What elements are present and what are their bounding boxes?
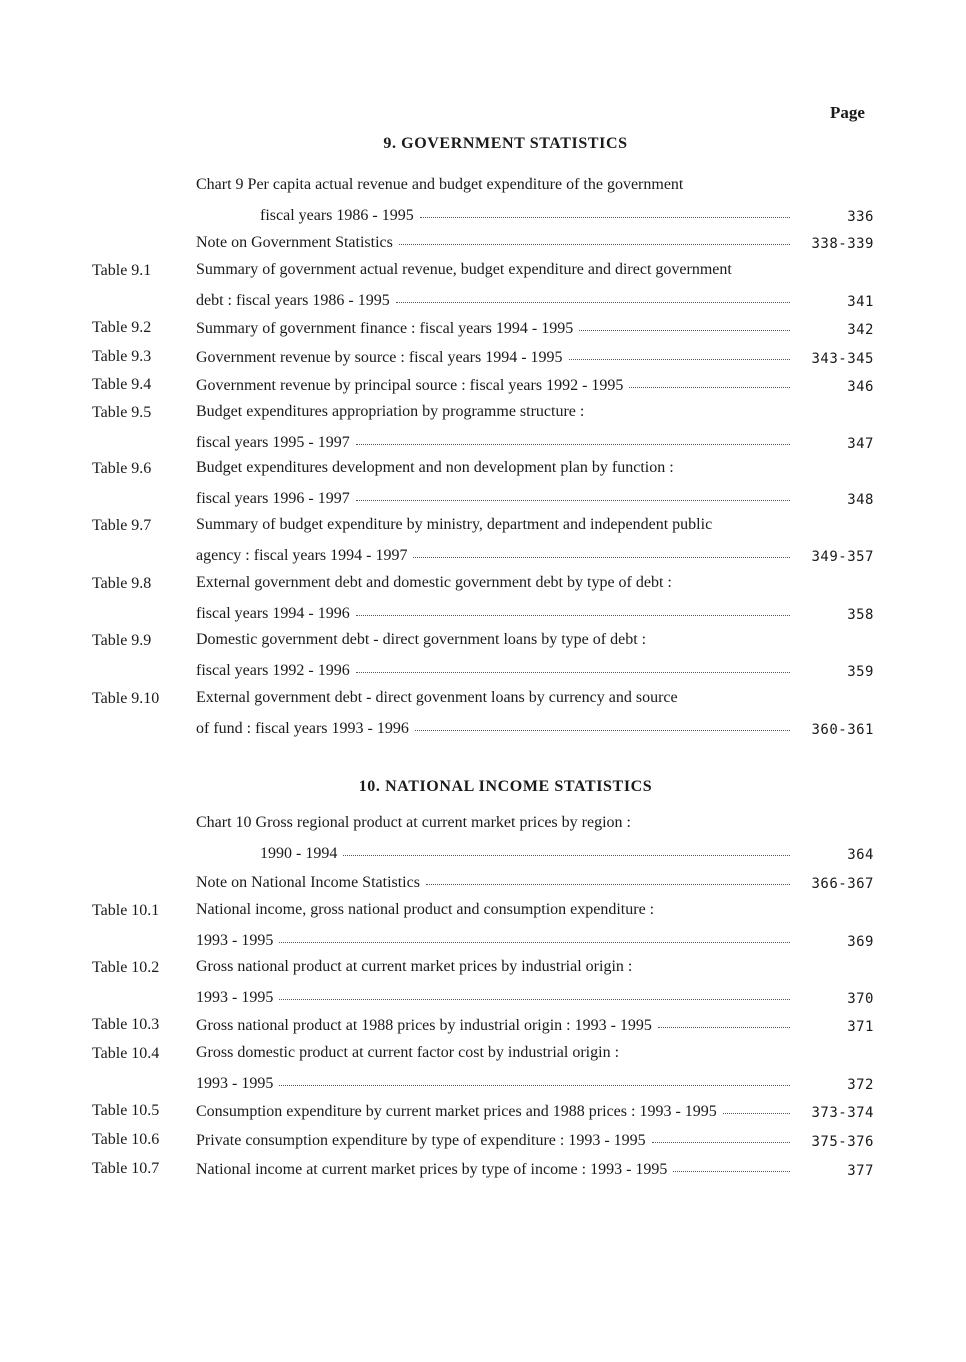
entry-page-number: 375-376 [811, 1134, 874, 1150]
entry-label: Table 10.5 [92, 1102, 160, 1119]
entry-title-line [196, 689, 874, 713]
dot-leader [629, 373, 790, 388]
entry-label: Table 10.7 [92, 1160, 160, 1177]
dot-leader [723, 1099, 790, 1114]
entry-title-text: Budget expenditures development and non development plan by function : [196, 459, 674, 476]
entry-title-line-with-leader [196, 1101, 796, 1125]
dot-leader [343, 841, 790, 856]
entry-title-line [196, 516, 874, 540]
entry-title-line [196, 631, 874, 655]
dot-leader [396, 288, 790, 303]
entry-page-number: 373-374 [811, 1105, 874, 1121]
entry-page-number: 342 [847, 322, 874, 338]
entry-title-line-with-leader [196, 1159, 796, 1183]
dot-leader [356, 486, 790, 501]
entry-label: Table 10.3 [92, 1016, 160, 1033]
entry-label: Table 9.5 [92, 404, 152, 421]
entry-title-line [196, 403, 874, 427]
entry-page-number: 341 [847, 294, 874, 310]
entry-title-line-with-leader [196, 375, 796, 399]
dot-leader [652, 1128, 790, 1143]
entry-title-line-with-leader [196, 1073, 796, 1097]
entry-title-text: of fund : fiscal years 1993 - 1996 [196, 720, 409, 737]
entry-label: Table 10.1 [92, 902, 160, 919]
entry-title-line [196, 176, 874, 200]
entry-page-number: 370 [847, 991, 874, 1007]
entry-label: Table 9.10 [92, 690, 160, 707]
entry-page-number: 348 [847, 492, 874, 508]
entry-label: Table 10.2 [92, 959, 160, 976]
section-title: 9. GOVERNMENT STATISTICS [383, 135, 628, 152]
entry-title-text: fiscal years 1994 - 1996 [196, 605, 350, 622]
entry-title-text: Private consumption expenditure by type of expenditure : 1993 - 1995 [196, 1132, 646, 1149]
entry-title-text: debt : fiscal years 1986 - 1995 [196, 292, 390, 309]
entry-title-text: agency : fiscal years 1994 - 1997 [196, 547, 408, 564]
entry-title-line-with-leader [196, 603, 796, 627]
dot-leader [420, 203, 790, 218]
entry-page-number: 369 [847, 934, 874, 950]
entry-title-line [196, 261, 874, 285]
entry-label: Table 9.8 [92, 575, 152, 592]
entry-label: Table 10.4 [92, 1045, 160, 1062]
dot-leader [279, 1071, 790, 1086]
entry-page-number: 371 [847, 1019, 874, 1035]
entry-title-line [196, 574, 874, 598]
entry-page-number: 366-367 [811, 876, 874, 892]
entry-page-number: 349-357 [811, 549, 874, 565]
entry-page-number: 336 [847, 209, 874, 225]
dot-leader [413, 543, 790, 558]
entry-title-line-with-leader [196, 1130, 796, 1154]
entry-title-text: Consumption expenditure by current market prices and 1988 prices : 1993 - 1995 [196, 1103, 717, 1120]
entry-title-line [196, 459, 874, 483]
entry-title-text: Chart 9 Per capita actual revenue and budget expenditure of the government [196, 176, 684, 193]
entry-title-text: Summary of government actual revenue, budget expenditure and direct government [196, 261, 732, 278]
entry-title-line-with-leader [196, 545, 796, 569]
entry-title-text: National income, gross national product and consumption expenditure : [196, 901, 655, 918]
entry-label: Table 9.3 [92, 348, 152, 365]
entry-title-line-with-leader [196, 718, 796, 742]
entry-title-line-with-leader [260, 205, 796, 229]
entry-title-text: Summary of budget expenditure by ministry, department and independent public [196, 516, 713, 533]
entry-title-text: 1993 - 1995 [196, 989, 274, 1006]
entry-label: Table 9.4 [92, 376, 152, 393]
entry-title-line-with-leader [260, 843, 796, 867]
dot-leader [569, 345, 790, 360]
entry-title-line-with-leader [196, 872, 796, 896]
entry-title-text: Note on National Income Statistics [196, 874, 420, 891]
entry-title-text: Chart 10 Gross regional product at current market prices by region : [196, 814, 631, 831]
dot-leader [279, 928, 790, 943]
dot-leader [279, 985, 790, 1000]
entry-title-text: Domestic government debt - direct government loans by type of debt : [196, 631, 647, 648]
entry-label: Table 10.6 [92, 1131, 160, 1148]
dot-leader [426, 870, 790, 885]
entry-title-line-with-leader [196, 232, 796, 256]
page-column-label: Page [830, 103, 865, 122]
entry-title-text: 1990 - 1994 [260, 845, 338, 862]
entry-title-text: Gross domestic product at current factor cost by industrial origin : [196, 1044, 620, 1061]
entry-title-line-with-leader [196, 987, 796, 1011]
dot-leader [415, 716, 790, 731]
entry-page-number: 364 [847, 847, 874, 863]
entry-label: Table 9.7 [92, 517, 152, 534]
dot-leader [356, 430, 790, 445]
entry-title-text: Government revenue by principal source : fiscal years 1992 - 1995 [196, 377, 624, 394]
entry-page-number: 347 [847, 436, 874, 452]
entry-title-line [196, 958, 874, 982]
section-title: 10. NATIONAL INCOME STATISTICS [358, 778, 653, 795]
entry-title-text: 1993 - 1995 [196, 932, 274, 949]
entry-title-text: Summary of government finance : fiscal years 1994 - 1995 [196, 320, 574, 337]
entry-title-text: fiscal years 1986 - 1995 [260, 207, 414, 224]
entry-label: Table 9.6 [92, 460, 152, 477]
entry-title-text: fiscal years 1995 - 1997 [196, 434, 350, 451]
entry-page-number: 359 [847, 664, 874, 680]
entry-label: Table 9.1 [92, 262, 152, 279]
dot-leader [658, 1013, 790, 1028]
dot-leader [399, 230, 790, 245]
entry-title-text: Note on Government Statistics [196, 234, 393, 251]
entry-page-number: 360-361 [811, 722, 874, 738]
entry-title-text: Gross national product at 1988 prices by industrial origin : 1993 - 1995 [196, 1017, 652, 1034]
entry-label: Table 9.2 [92, 319, 152, 336]
entry-title-line-with-leader [196, 1015, 796, 1039]
dot-leader [356, 601, 790, 616]
entry-title-line-with-leader [196, 290, 796, 314]
entry-title-text: External government debt - direct govenment loans by currency and source [196, 689, 678, 706]
entry-title-text: fiscal years 1996 - 1997 [196, 490, 350, 507]
entry-title-line-with-leader [196, 930, 796, 954]
entry-title-line-with-leader [196, 318, 796, 342]
entry-label: Table 9.9 [92, 632, 152, 649]
entry-page-number: 338-339 [811, 236, 874, 252]
entry-title-line-with-leader [196, 432, 796, 456]
entry-page-number: 343-345 [811, 351, 874, 367]
entry-title-text: fiscal years 1992 - 1996 [196, 662, 350, 679]
entry-title-text: Government revenue by source : fiscal years 1994 - 1995 [196, 349, 563, 366]
dot-leader [356, 658, 790, 673]
entry-title-line-with-leader [196, 660, 796, 684]
dot-leader [579, 316, 790, 331]
entry-title-text: Gross national product at current market prices by industrial origin : [196, 958, 633, 975]
entry-page-number: 346 [847, 379, 874, 395]
entry-title-line [196, 814, 874, 838]
entry-title-line [196, 1044, 874, 1068]
entry-title-text: External government debt and domestic government debt by type of debt : [196, 574, 672, 591]
entry-page-number: 358 [847, 607, 874, 623]
entry-page-number: 372 [847, 1077, 874, 1093]
entry-title-text: 1993 - 1995 [196, 1075, 274, 1092]
entry-title-line [196, 901, 874, 925]
entry-title-text: Budget expenditures appropriation by programme structure : [196, 403, 585, 420]
dot-leader [673, 1157, 790, 1172]
entry-page-number: 377 [847, 1163, 874, 1179]
entry-title-line-with-leader [196, 488, 796, 512]
entry-title-text: National income at current market prices by type of income : 1993 - 1995 [196, 1161, 668, 1178]
entry-title-line-with-leader [196, 347, 796, 371]
